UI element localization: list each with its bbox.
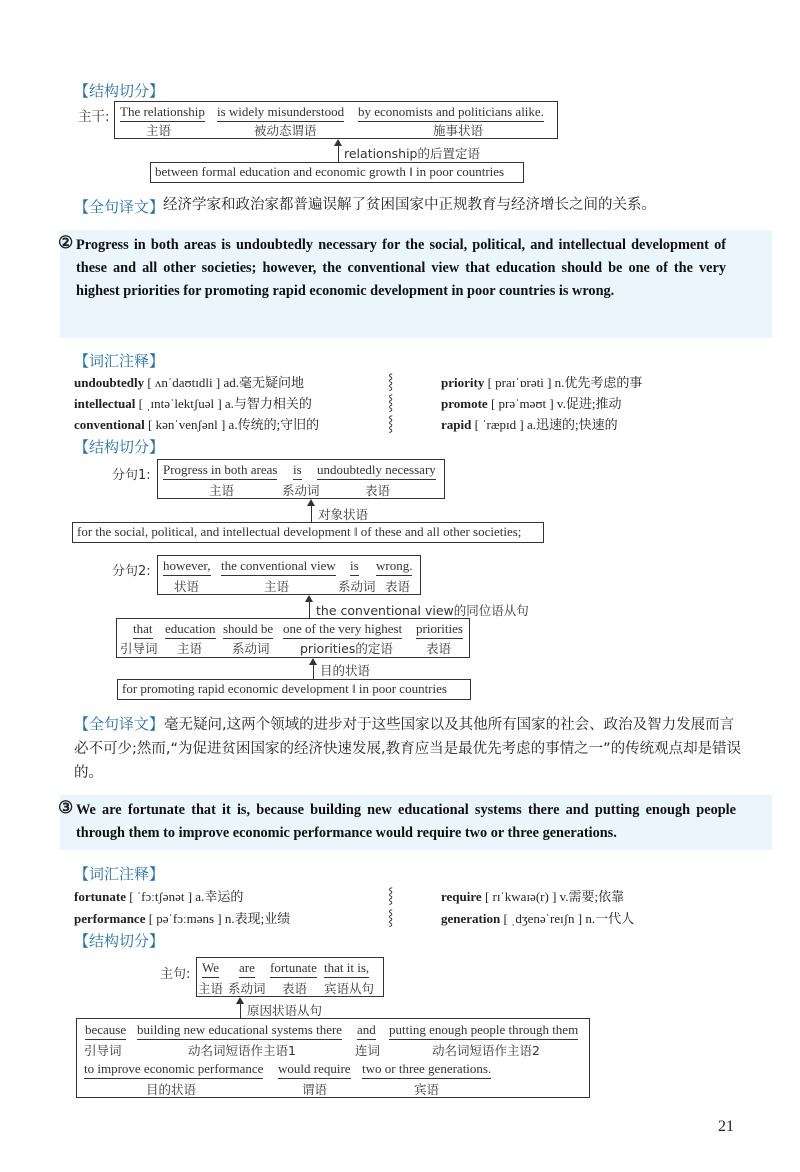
sec2-c2-l1: 状语	[174, 579, 200, 594]
sec3-b-w2: building new educational systems there	[137, 1022, 342, 1040]
sec3-main-label: 主句:	[160, 967, 191, 982]
sec3-m-w4: that it is,	[324, 960, 369, 978]
sec2-c2-purpose: 目的状语	[320, 663, 371, 678]
sec3-b-l4: 动名词短语作主语2	[432, 1043, 540, 1058]
sec2-c2-w3: is	[350, 558, 359, 576]
vocab-item: fortunate [ ˈfɔːtʃənət ] a.幸运的	[74, 889, 244, 904]
vocab-item: generation [ ˌdʒenəˈreɪʃn ] n.一代人	[441, 911, 635, 926]
page-number: 21	[718, 1118, 734, 1135]
sec1-struct-header: 【结构切分】	[74, 82, 165, 100]
sec3-m-l3: 表语	[282, 981, 308, 996]
sec1-arrow-line	[338, 145, 339, 163]
sec2-c2-b-w2: education	[165, 621, 216, 639]
sec2-c2-b-w3: should be	[223, 621, 273, 639]
sec3-m-l2: 系动词	[228, 981, 266, 996]
sec1-l-pred: 被动态谓语	[254, 123, 317, 138]
sec2-c2-b-w1: that	[133, 621, 153, 639]
sec3-struct-header: 【结构切分】	[74, 932, 165, 950]
sec3-b-l5: 目的状语	[146, 1082, 197, 1097]
sec3-b-w6: would require	[278, 1061, 351, 1079]
sec2-c2-b-l1: 引导词	[120, 641, 158, 656]
sec2-c1-box2-text: for the social, political, and intellectual development ‖ of these and all other societies;	[77, 524, 522, 539]
sec2-trans-header: 【全句译文】	[74, 715, 165, 733]
sec3-cause: 原因状语从句	[247, 1003, 323, 1018]
sec2-c1-l2: 系动词	[282, 483, 320, 498]
sec2-c2-l4: 表语	[385, 579, 411, 594]
sec3-b-l6: 谓语	[302, 1082, 328, 1097]
sec2-c1-label: 分句1:	[112, 468, 151, 483]
sec3-arrow-line	[240, 1003, 241, 1019]
wave-divider-icon: ⸾	[388, 908, 394, 926]
sec2-c1-l1: 主语	[209, 483, 235, 498]
sec2-sentence: Progress in both areas is undoubtedly necessary for the social, political, and intellectual development of these and all other societies; however, the conventional view that education should be one of the very highest priorities for promoting rapid economic development in poor countries is wrong.	[76, 237, 726, 299]
sec1-l-postmod: relationship的后置定语	[344, 146, 480, 161]
sec2-c2-b-l4: priorities的定语	[300, 641, 393, 656]
sec1-postmod-text: between formal education and economic growth ‖ in poor countries	[155, 164, 505, 179]
sec2-c2-b-l5: 表语	[426, 641, 452, 656]
wave-divider-icon: ⸾	[388, 393, 394, 411]
sec2-c1-w1: Progress in both areas	[163, 462, 277, 480]
sec2-c1-arrow-line	[311, 505, 312, 523]
sec3-b-l7: 宾语	[414, 1082, 440, 1097]
sec1-l-subject: 主语	[146, 123, 172, 138]
sec2-trans-text: 毫无疑问,这两个领域的进步对于这些国家以及其他所有国家的社会、政治及智力发展而言必不可少;然而,“为促进贫困国家的经济快速发展,教育应当是最优先考虑的事情之一”的传统观点却是错误的。	[74, 717, 742, 781]
sec3-m-l4: 宾语从句	[324, 981, 375, 996]
vocab-item: require [ rɪˈkwaɪə(r) ] v.需要;依靠	[441, 889, 625, 904]
sec2-c2-arrow2-line	[313, 664, 314, 680]
sec3-b-l1: 引导词	[84, 1043, 122, 1058]
sec1-trans-text: 经济学家和政治家都普遍误解了贫困国家中正规教育与经济增长之间的关系。	[163, 197, 656, 213]
sec3-m-l1: 主语	[198, 981, 224, 996]
vocab-item: rapid [ ˈræpɪd ] a.迅速的;快速的	[441, 417, 618, 432]
sec2-struct-header: 【结构切分】	[74, 438, 165, 456]
vocab-item: promote [ prəˈməʊt ] v.促进;推动	[441, 396, 622, 411]
sec3-b-w1: because	[85, 1022, 126, 1040]
sec3-m-w3: fortunate	[270, 960, 317, 978]
sec2-number: ②	[58, 233, 74, 252]
sec2-c2-w2: the conventional view	[221, 558, 336, 576]
sec2-c2-b-w4: one of the very highest	[283, 621, 402, 639]
sec2-translation	[74, 712, 746, 785]
wave-divider-icon: ⸾	[388, 886, 394, 904]
vocab-item: intellectual [ ˌɪntəˈlektʃuəl ] a.与智力相关的	[74, 396, 312, 411]
sec1-w-agent: by economists and politicians alike.	[358, 104, 544, 122]
sec3-number: ③	[58, 798, 74, 817]
sec2-c2-w4: wrong.	[376, 558, 412, 576]
vocab-item: conventional [ kənˈvenʃənl ] a.传统的;守旧的	[74, 417, 320, 432]
sec3-vocab-header: 【词汇注释】	[74, 865, 165, 883]
sec1-trans-header: 【全句译文】	[74, 198, 165, 216]
sec3-b-w3: and	[357, 1022, 376, 1040]
vocab-item: undoubtedly [ ʌnˈdaʊtɪdli ] ad.毫无疑问地	[74, 375, 304, 390]
sec2-c1-obj: 对象状语	[318, 507, 369, 522]
sec2-c2-arrow-line	[309, 601, 310, 619]
sec3-b-w4: putting enough people through them	[389, 1022, 578, 1040]
sec3-m-w2: are	[239, 960, 255, 978]
sec2-c2-b-w5: priorities	[416, 621, 463, 639]
sec2-c2-b-l2: 主语	[177, 641, 203, 656]
vocab-item: performance [ pəˈfɔːməns ] n.表现;业绩	[74, 911, 291, 926]
sec2-c2-w1: however,	[163, 558, 211, 576]
sec1-w-pred: is widely misunderstood	[217, 104, 344, 122]
sec2-c2-l3: 系动词	[338, 579, 376, 594]
sec2-c1-l3: 表语	[365, 483, 391, 498]
sec3-b-w5: to improve economic performance	[84, 1061, 263, 1079]
sec3-m-w1: We	[202, 960, 219, 978]
sec3-b-l3: 连词	[355, 1043, 381, 1058]
sec1-w-subject: The relationship	[120, 104, 205, 122]
sec1-main-label: 主干:	[78, 109, 110, 125]
sec2-c2-box3-text: for promoting rapid economic development ‖ in poor countries	[122, 681, 447, 696]
wave-divider-icon: ⸾	[388, 372, 394, 390]
sec3-b-w7: two or three generations.	[362, 1061, 491, 1079]
sec2-c2-l2: 主语	[264, 579, 290, 594]
sec2-c1-w2: is	[293, 462, 302, 480]
sec2-c2-appos: the conventional view的同位语从句	[316, 603, 529, 618]
sec2-c2-label: 分句2:	[112, 564, 151, 579]
sec2-c2-b-l3: 系动词	[232, 641, 270, 656]
sec2-c1-w3: undoubtedly necessary	[317, 462, 436, 480]
vocab-item: priority [ praɪˈɒrəti ] n.优先考虑的事	[441, 375, 643, 390]
sec3-sentence: We are fortunate that it is, because building new educational systems there and putting enough people through them to improve economic performance would require two or three generations.	[76, 802, 736, 841]
sec3-b-l2: 动名词短语作主语1	[188, 1043, 296, 1058]
wave-divider-icon: ⸾	[388, 414, 394, 432]
sec2-vocab-header: 【词汇注释】	[74, 352, 165, 370]
sec1-l-agent: 施事状语	[433, 123, 484, 138]
